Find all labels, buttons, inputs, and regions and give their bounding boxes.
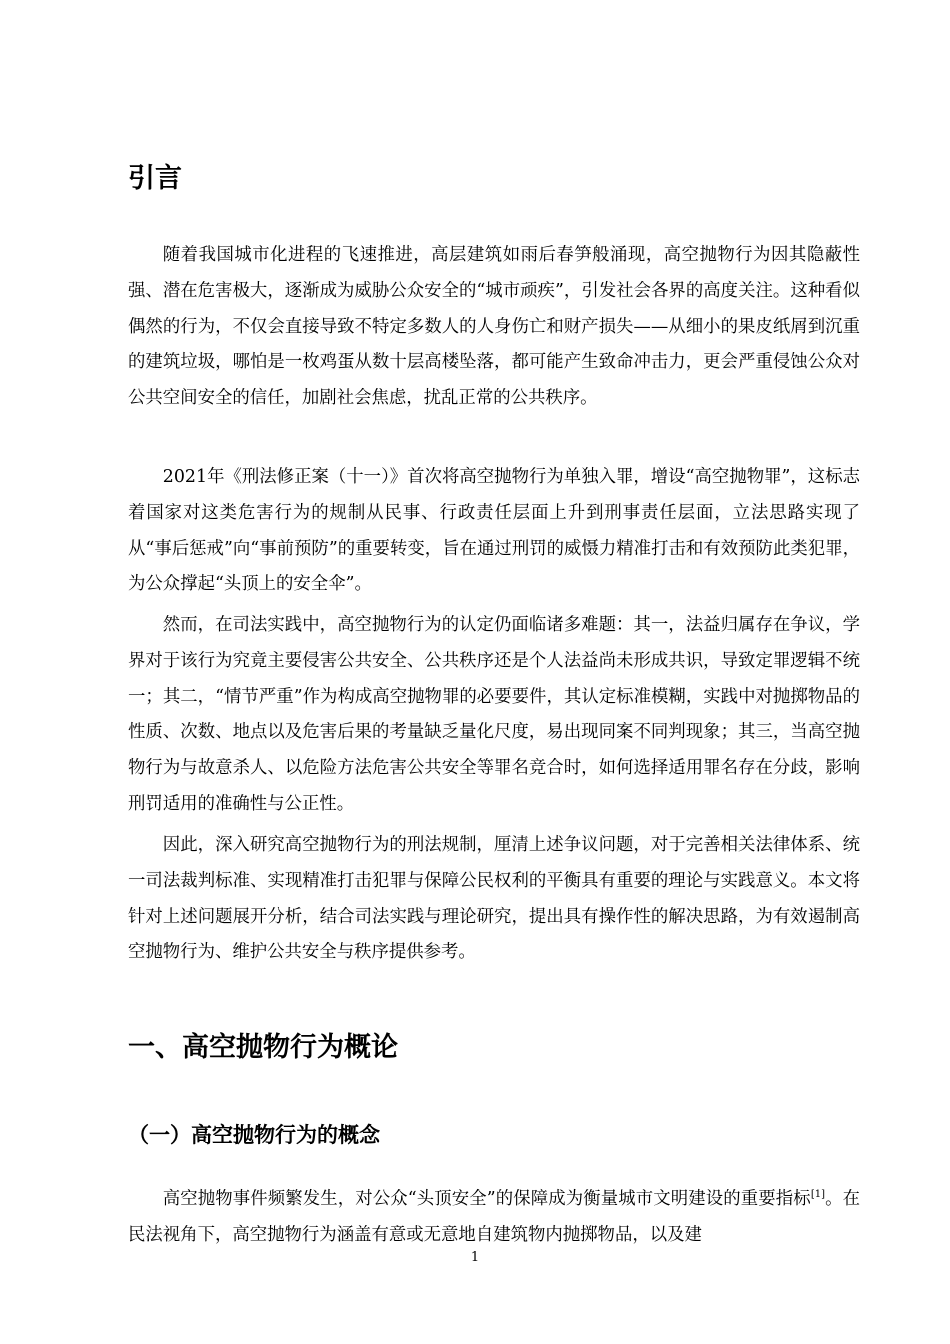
- intro-paragraph-1: 随着我国城市化进程的飞速推进，高层建筑如雨后春笋般涌现，高空抛物行为因其隐蔽性强、潜在危害极大，逐渐成为威胁公众安全的“城市顽疾”，引发社会各界的高度关注。这种看似偶然的行为，不仅会直接导致不特定多数人的人身伤亡和财产损失——从细小的果皮纸屑到沉重的建筑垃圾，哪怕是一枚鸡蛋从数十层高楼坠落，都可能产生致命冲击力，更会严重侵蚀公众对公共空间安全的信任，加剧社会焦虑，扰乱正常的公共秩序。: [128, 245, 860, 409]
- footnote-reference[interactable]: [1]: [810, 1189, 825, 1201]
- intro-paragraph-4: 因此，深入研究高空抛物行为的刑法规制，厘清上述争议问题，对于完善相关法律体系、统一司法裁判标准、实现精准打击犯罪与保障公民权利的平衡具有重要的理论与实践意义。本文将针对上述问题展开分析，结合司法实践与理论研究，提出具有操作性的解决思路，为有效遏制高空抛物行为、维护公共安全与秩序提供参考。: [128, 835, 860, 963]
- intro-heading: 引言: [128, 163, 182, 194]
- chapter-1-heading: 一、高空抛物行为概论: [128, 1032, 398, 1063]
- section-1-paragraph-1: [128, 1182, 860, 1254]
- page-number: 1: [470, 1250, 480, 1265]
- intro-paragraph-3: 然而，在司法实践中，高空抛物行为的认定仍面临诸多难题：其一，法益归属存在争议，学界对于该行为究竟主要侵害公共安全、公共秩序还是个人法益尚未形成共识，导致定罪逻辑不统一；其二，“情节严重”作为构成高空抛物罪的必要要件，其认定标准模糊，实践中对抛掷物品的性质、次数、地点以及危害后果的考量缺乏量化尺度，易出现同案不同判现象；其三，当高空抛物行为与故意杀人、以危险方法危害公共安全等罪名竞合时，如何选择适用罪名存在分歧，影响刑罚适用的准确性与公正性。: [128, 615, 860, 814]
- section-1-heading: （一）高空抛物行为的概念: [128, 1123, 380, 1147]
- paragraph-text-start: 高空抛物事件频繁发生，对公众“头顶安全”的保障成为衡量城市文明建设的重要指标: [162, 1189, 811, 1209]
- intro-paragraph-2: 2021年《刑法修正案（十一）》首次将高空抛物行为单独入罪，增设“高空抛物罪”，这标志着国家对这类危害行为的规制从民事、行政责任层面上升到刑事责任层面，立法思路实现了从“事后惩戒”向“事前预防”的重要转变，旨在通过刑罚的威慑力精准打击和有效预防此类犯罪，为公众撑起“头顶上的安全伞”。: [128, 467, 860, 595]
- paragraph-text-end: 。在民法视角下，高空抛物行为涵盖有意或无意地自建筑物内抛掷物品，以及建: [128, 1189, 860, 1245]
